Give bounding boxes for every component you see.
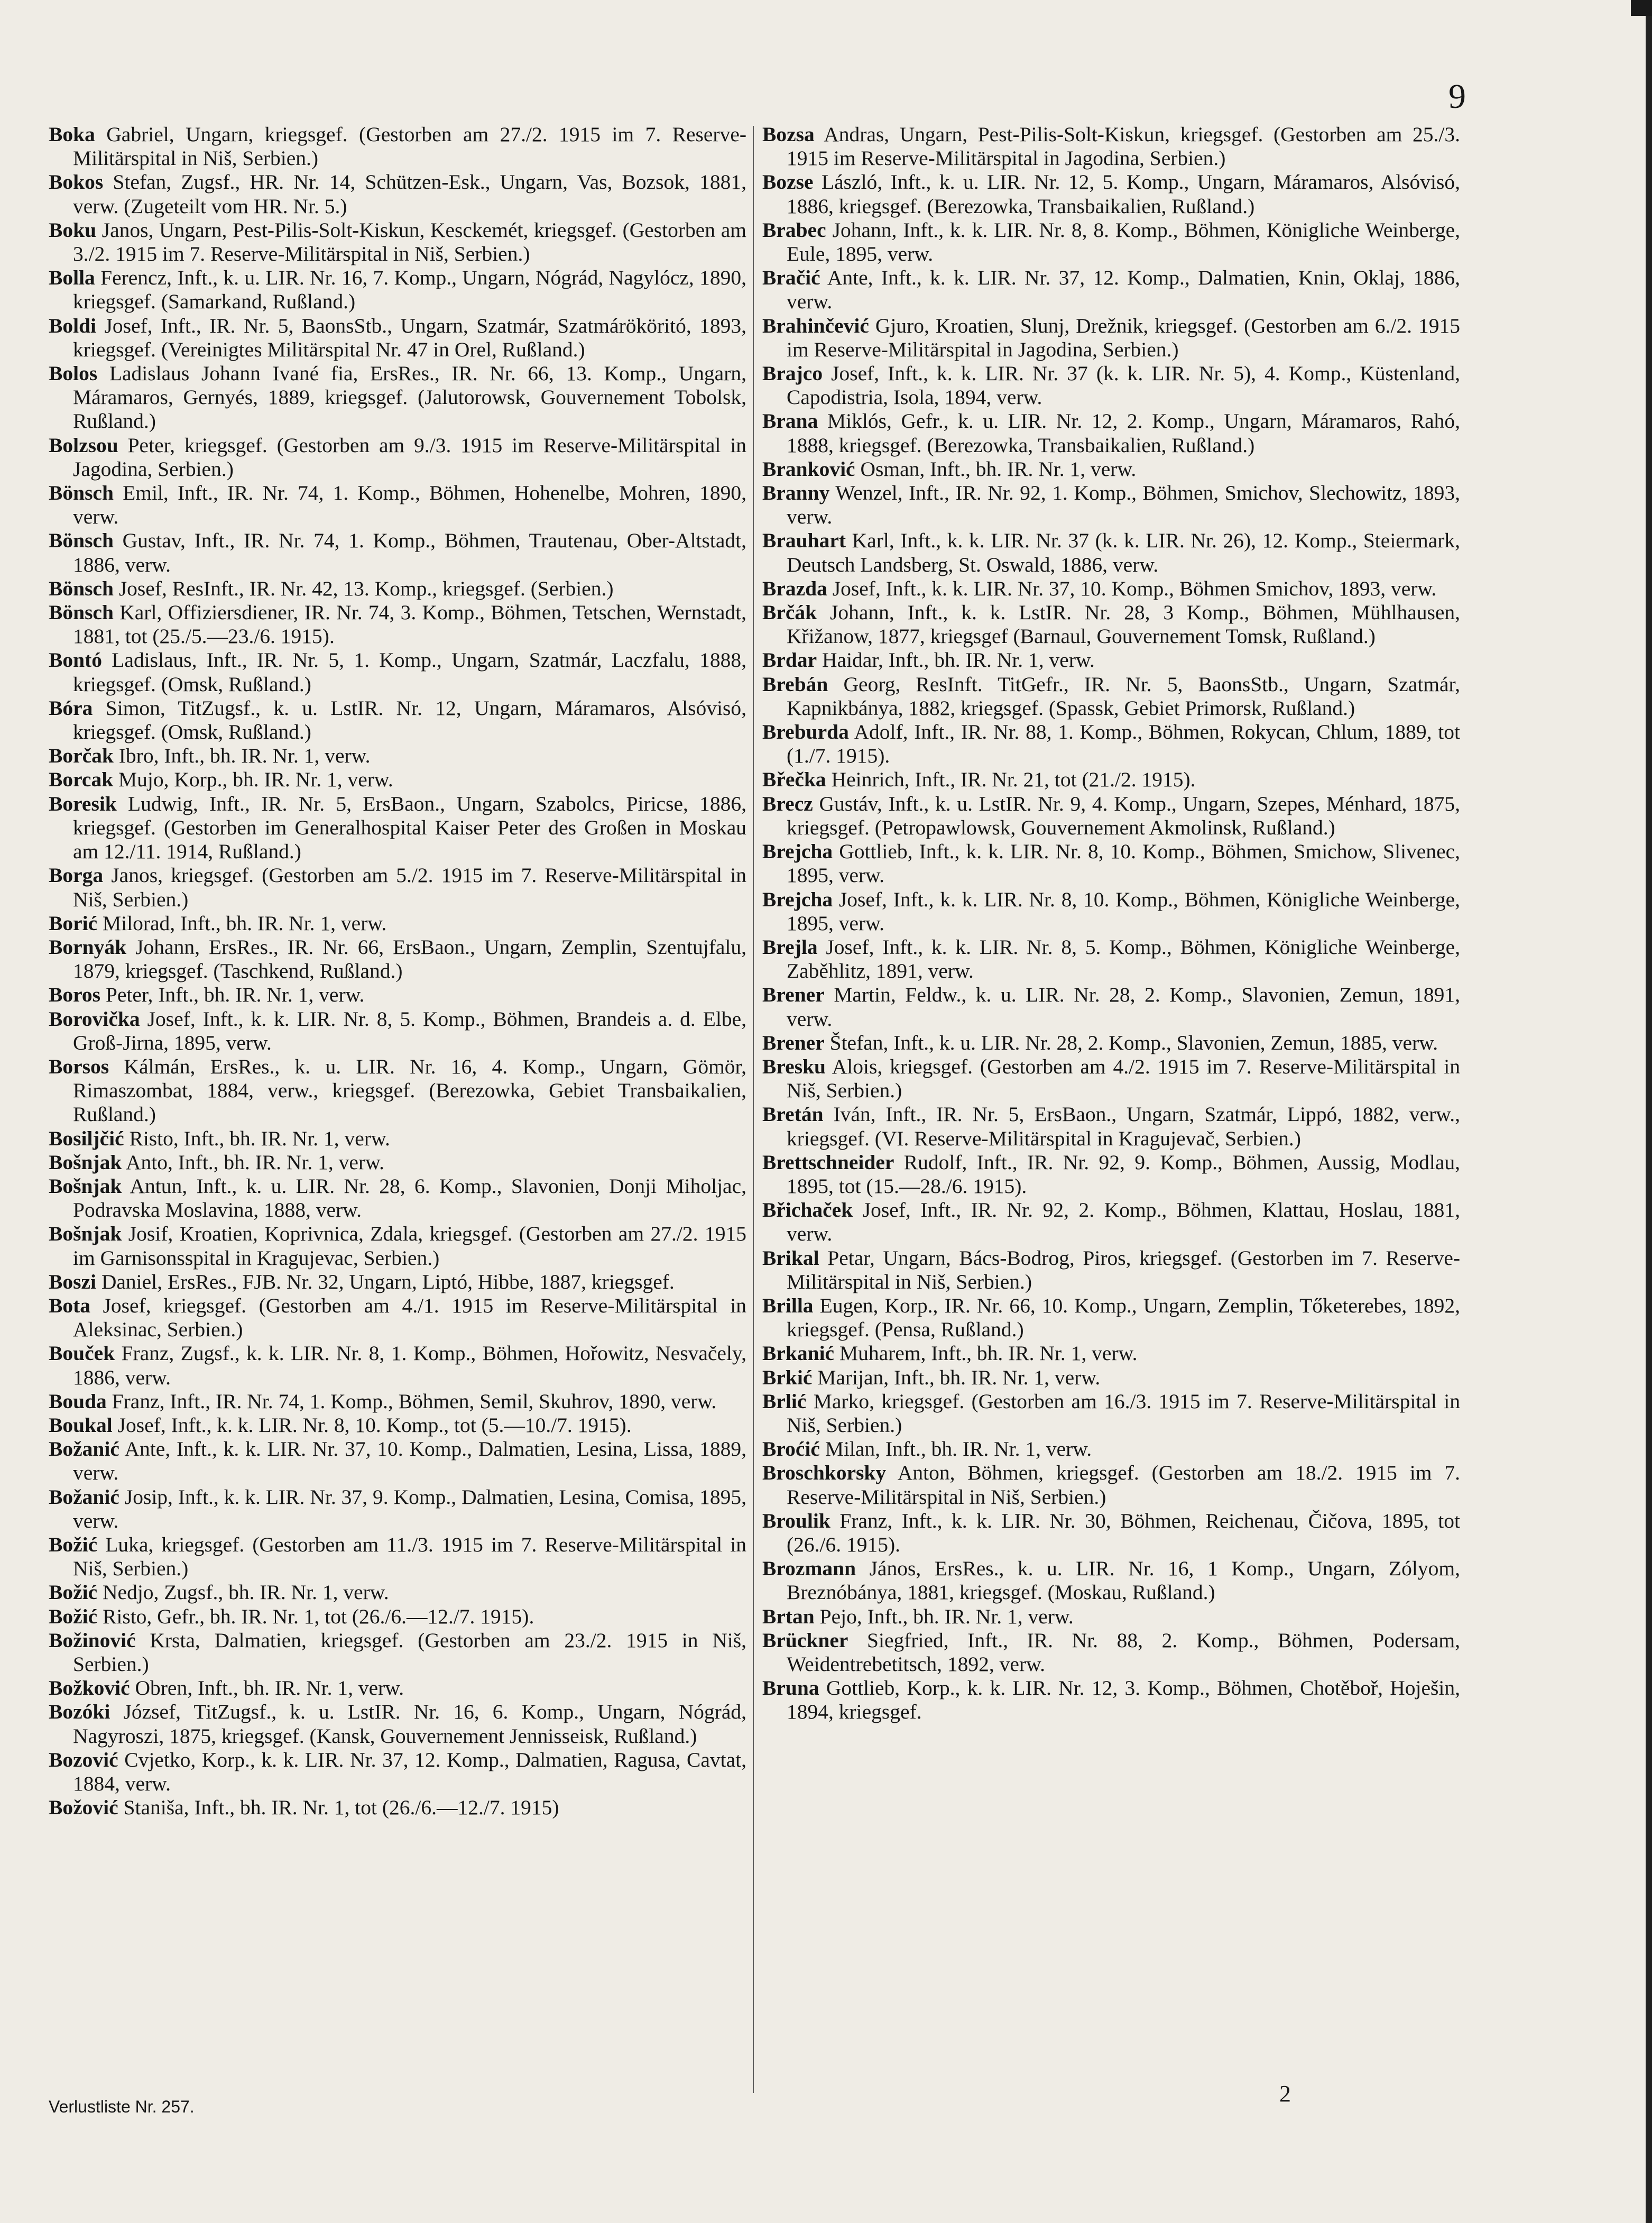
entry-surname: Boszi	[49, 1270, 96, 1293]
casualty-entry	[49, 1413, 746, 1437]
entry-details: Siegfried, Inft., IR. Nr. 88, 2. Komp., Böhmen, Podersam, Weidentrebetitsch, 1892, verw.	[787, 1628, 1460, 1676]
entry-details: Josef, Inft., k. k. LIR. Nr. 8, 5. Komp., Böhmen, Königliche Weinberge, Zaběhlitz, 1891, verw.	[787, 935, 1460, 983]
entry-surname: Bota	[49, 1293, 90, 1317]
casualty-entry	[762, 577, 1460, 601]
casualty-entry	[762, 1031, 1460, 1055]
casualty-entry	[49, 1605, 746, 1629]
casualty-entry	[762, 218, 1460, 266]
entry-details: Josef, kriegsgef. (Gestorben am 4./1. 1915 im Reserve-Militärspital in Aleksinac, Serbien.)	[73, 1293, 746, 1342]
casualty-entry	[762, 601, 1460, 648]
casualty-entry	[49, 123, 746, 170]
entry-surname: Boukal	[49, 1413, 113, 1437]
entry-surname: Bošnjak	[49, 1174, 122, 1198]
entry-details: Karl, Inft., k. k. LIR. Nr. 37 (k. k. LIR. Nr. 26), 12. Komp., Steiermark, Deutsch Landsberg, St. Oswald, 1886, verw.	[787, 529, 1461, 576]
entry-details: Stefan, Zugsf., HR. Nr. 14, Schützen-Esk., Ungarn, Vas, Bozsok, 1881, verw. (Zugeteilt vom HR. Nr. 5.)	[73, 170, 746, 218]
casualty-entry	[49, 1796, 746, 1820]
entry-surname: Břečka	[762, 768, 826, 792]
entry-details: Milan, Inft., bh. IR. Nr. 1, verw.	[825, 1437, 1092, 1461]
entry-details: Marijan, Inft., bh. IR. Nr. 1, verw.	[817, 1365, 1101, 1389]
entry-surname: Borić	[49, 911, 98, 935]
entry-surname: Božić	[49, 1604, 98, 1628]
entry-surname: Brener	[762, 983, 825, 1007]
casualty-entry	[49, 529, 746, 576]
casualty-entry	[762, 170, 1460, 218]
casualty-entry	[49, 912, 746, 935]
casualty-entry	[49, 1485, 746, 1533]
entry-surname: Brebán	[762, 672, 828, 696]
casualty-entry	[762, 768, 1460, 792]
casualty-entry	[49, 983, 746, 1007]
entry-surname: Brikal	[762, 1246, 819, 1270]
entry-surname: Bozse	[762, 170, 814, 194]
casualty-entry	[762, 457, 1460, 481]
casualty-entry	[49, 1127, 746, 1151]
entry-surname: Bresku	[762, 1054, 826, 1078]
entry-details: Peter, Inft., bh. IR. Nr. 1, verw.	[105, 983, 365, 1007]
casualty-entry	[762, 840, 1460, 887]
entry-details: Milorad, Inft., bh. IR. Nr. 1, verw.	[103, 911, 387, 935]
entry-details: Rudolf, Inft., IR. Nr. 92, 9. Komp., Böhmen, Aussig, Modlau, 1895, tot (15.—28./6. 1915).	[787, 1150, 1460, 1198]
casualty-entry	[762, 1294, 1460, 1342]
entry-surname: Borovička	[49, 1007, 140, 1031]
entry-surname: Brčák	[762, 601, 817, 624]
entry-surname: Brejcha	[762, 840, 833, 864]
left-column	[49, 123, 746, 1820]
entry-surname: Boldi	[49, 314, 97, 337]
entry-details: Josef, Inft., k. k. LIR. Nr. 37, 10. Komp., Böhmen Smichov, 1893, verw.	[832, 576, 1437, 600]
right-column	[762, 123, 1460, 1724]
entry-surname: Brilla	[762, 1293, 814, 1317]
entry-surname: Bračić	[762, 266, 820, 290]
scan-edge	[1646, 0, 1652, 2223]
entry-surname: Bouček	[49, 1342, 115, 1365]
casualty-entry	[49, 1676, 746, 1700]
casualty-entry	[762, 648, 1460, 672]
entry-details: Pejo, Inft., bh. IR. Nr. 1, verw.	[819, 1604, 1074, 1628]
casualty-entry	[762, 888, 1460, 935]
casualty-entry	[762, 529, 1460, 576]
casualty-entry	[762, 1103, 1460, 1150]
entry-surname: Božić	[49, 1581, 98, 1604]
casualty-entry	[762, 935, 1460, 983]
column-divider	[753, 126, 754, 2093]
entry-surname: Brajco	[762, 362, 823, 385]
entry-details: Iván, Inft., IR. Nr. 5, ErsBaon., Ungarn, Szatmár, Lippó, 1882, verw., kriegsgef. (VI. Reserve-Militärspital in Kragujevač, Serbien.)	[787, 1103, 1460, 1150]
casualty-entry	[762, 1151, 1460, 1198]
entry-details: László, Inft., k. u. LIR. Nr. 12, 5. Komp., Ungarn, Máramaros, Alsóvisó, 1886, kriegsgef. (Berezowka, Transbaikalien, Rußland.)	[787, 170, 1460, 218]
entry-surname: Brdar	[762, 648, 817, 672]
entry-surname: Broschkorsky	[762, 1461, 887, 1485]
entry-details: Josef, Inft., IR. Nr. 5, BaonsStb., Ungarn, Szatmár, Szatmárököritó, 1893, kriegsgef. (Vereinigtes Militärspital Nr. 47 in Orel, Rußland.)	[73, 314, 746, 361]
entry-surname: Božović	[49, 1796, 118, 1820]
entry-details: Johann, Inft., k. k. LstIR. Nr. 28, 3 Komp., Böhmen, Mühlhausen, Křižanow, 1877, kriegsgef (Barnaul, Gouvernement Tomsk, Rußland.)	[787, 601, 1461, 648]
entry-details: Luka, kriegsgef. (Gestorben am 11./3. 1915 im 7. Reserve-Militärspital in Niš, Serbien.)	[73, 1532, 747, 1581]
entry-surname: Bolos	[49, 362, 98, 385]
casualty-entry	[49, 1055, 746, 1127]
entry-surname: Brkanić	[762, 1342, 835, 1365]
casualty-entry	[49, 744, 746, 768]
entry-surname: Brtan	[762, 1604, 815, 1628]
casualty-entry	[762, 362, 1460, 409]
casualty-entry	[762, 409, 1460, 457]
casualty-entry	[49, 1437, 746, 1485]
entry-details: Nedjo, Zugsf., bh. IR. Nr. 1, verw.	[103, 1581, 389, 1604]
casualty-entry	[762, 1605, 1460, 1629]
entry-surname: Bornyák	[49, 935, 127, 959]
entry-surname: Bolzsou	[49, 433, 118, 457]
casualty-entry	[49, 1222, 746, 1270]
casualty-entry	[762, 1246, 1460, 1294]
entry-details: Antun, Inft., k. u. LIR. Nr. 28, 6. Komp., Slavonien, Donji Miholjac, Podravska Moslavina, 1888, verw.	[73, 1174, 746, 1222]
entry-details: József, TitZugsf., k. u. LstIR. Nr. 16, 6. Komp., Ungarn, Nógrád, Nagyroszi, 1875, kriegsgef. (Kansk, Gouvernement Jennisseisk, Rußland.)	[73, 1700, 746, 1748]
entry-surname: Bretán	[762, 1103, 824, 1126]
entry-surname: Brettschneider	[762, 1150, 894, 1174]
entry-surname: Brlić	[762, 1389, 807, 1413]
entry-surname: Brozmann	[762, 1557, 856, 1581]
casualty-entry	[49, 768, 746, 792]
entry-details: Johann, Inft., k. k. LIR. Nr. 8, 8. Komp., Böhmen, Königliche Weinberge, Eule, 1895, verw.	[787, 218, 1460, 266]
casualty-entry	[762, 1557, 1460, 1604]
entry-surname: Bosiljčić	[49, 1126, 124, 1150]
entry-surname: Brabec	[762, 218, 826, 242]
entry-surname: Bönsch	[49, 576, 114, 600]
entry-surname: Božanić	[49, 1437, 119, 1461]
casualty-entry	[762, 792, 1460, 840]
entry-details: Josef, Inft., k. k. LIR. Nr. 37 (k. k. LIR. Nr. 5), 4. Komp., Küstenland, Capodistria, Isola, 1894, verw.	[787, 362, 1461, 409]
casualty-entry	[762, 1198, 1460, 1246]
casualty-entry	[49, 1007, 746, 1055]
casualty-entry	[49, 170, 746, 218]
casualty-entry	[762, 1437, 1460, 1461]
entry-surname: Bokos	[49, 170, 104, 194]
entry-details: Haidar, Inft., bh. IR. Nr. 1, verw.	[822, 648, 1095, 672]
entry-details: Ante, Inft., k. k. LIR. Nr. 37, 10. Komp., Dalmatien, Lesina, Lissa, 1889, verw.	[73, 1437, 746, 1485]
entry-details: Cvjetko, Korp., k. k. LIR. Nr. 37, 12. Komp., Dalmatien, Ragusa, Cavtat, 1884, verw.	[73, 1748, 747, 1796]
entry-surname: Brejcha	[762, 887, 833, 911]
entry-details: Andras, Ungarn, Pest-Pilis-Solt-Kiskun, kriegsgef. (Gestorben am 25./3. 1915 im Reserve-Militärspital in Jagodina, Serbien.)	[787, 123, 1460, 170]
entry-surname: Brazda	[762, 576, 827, 600]
entry-details: Ibro, Inft., bh. IR. Nr. 1, verw.	[118, 744, 371, 768]
casualty-entry	[49, 601, 746, 648]
entry-details: Osman, Inft., bh. IR. Nr. 1, verw.	[860, 457, 1137, 481]
entry-surname: Brejla	[762, 935, 818, 959]
casualty-entry	[49, 648, 746, 696]
entry-surname: Brahinčević	[762, 314, 869, 337]
entry-surname: Broćić	[762, 1437, 820, 1461]
casualty-entry	[762, 1509, 1460, 1557]
entry-surname: Břichaček	[762, 1198, 853, 1222]
entry-surname: Borcak	[49, 768, 114, 792]
entry-details: Franz, Zugsf., k. k. LIR. Nr. 8, 1. Komp., Böhmen, Hořowitz, Nesvačely, 1886, verw.	[73, 1342, 746, 1389]
entry-details: Štefan, Inft., k. u. LIR. Nr. 28, 2. Komp., Slavonien, Zemun, 1885, verw.	[829, 1031, 1438, 1054]
entry-details: Gjuro, Kroatien, Slunj, Drežnik, kriegsgef. (Gestorben am 6./2. 1915 im Reserve-Militärspital in Jagodina, Serbien.)	[787, 314, 1460, 361]
casualty-entry	[49, 1629, 746, 1676]
entry-details: Risto, Gefr., bh. IR. Nr. 1, tot (26./6.—12./7. 1915).	[103, 1604, 534, 1628]
entry-details: Muharem, Inft., bh. IR. Nr. 1, verw.	[839, 1342, 1138, 1365]
entry-details: Josip, Inft., k. k. LIR. Nr. 37, 9. Komp., Dalmatien, Lesina, Comisa, 1895, verw.	[73, 1485, 747, 1532]
casualty-entry	[762, 1366, 1460, 1390]
entry-details: Peter, kriegsgef. (Gestorben am 9./3. 1915 im Reserve-Militärspital in Jagodina, Serbien.)	[73, 433, 746, 481]
entry-surname: Borga	[49, 864, 104, 887]
entry-details: Alois, kriegsgef. (Gestorben am 4./2. 1915 im 7. Reserve-Militärspital in Niš, Serbien.)	[787, 1054, 1460, 1103]
entry-surname: Branković	[762, 457, 855, 481]
entry-details: Petar, Ungarn, Bács-Bodrog, Piros, kriegsgef. (Gestorben im 7. Reserve-Militärspital in Niš, Serbien.)	[787, 1246, 1461, 1293]
entry-surname: Brkić	[762, 1365, 813, 1389]
entry-details: Georg, ResInft. TitGefr., IR. Nr. 5, BaonsStb., Ungarn, Szatmár, Kapnikbánya, 1882, kriegsgef. (Spassk, Gebiet Primorsk, Rußland.)	[787, 672, 1461, 720]
entry-details: Mujo, Korp., bh. IR. Nr. 1, verw.	[118, 768, 393, 792]
casualty-entry	[49, 1390, 746, 1413]
entry-details: Josef, ResInft., IR. Nr. 42, 13. Komp., kriegsgef. (Serbien.)	[118, 576, 614, 600]
entry-details: Ladislaus, Inft., IR. Nr. 5, 1. Komp., Ungarn, Szatmár, Laczfalu, 1888, kriegsgef. (Omsk, Rußland.)	[73, 648, 746, 696]
entry-details: Gustáv, Inft., k. u. LstIR. Nr. 9, 4. Komp., Ungarn, Szepes, Ménhard, 1875, kriegsgef. (Petropawlowsk, Gouvernement Akmolinsk, Rußland.)	[787, 792, 1461, 839]
signature-mark: 2	[1279, 2081, 1291, 2107]
entry-details: Ladislaus Johann Ivané fia, ErsRes., IR. Nr. 66, 13. Komp., Ungarn, Máramaros, Gernyés, 1889, kriegsgef. (Jalutorowsk, Gouvernement Tobolsk, Rußland.)	[73, 362, 746, 433]
entry-details: Franz, Inft., k. k. LIR. Nr. 30, Böhmen, Reichenau, Čičova, 1895, tot (26./6. 1915).	[787, 1509, 1461, 1556]
entry-surname: Bošnjak	[49, 1222, 122, 1246]
entry-surname: Borsos	[49, 1054, 109, 1078]
casualty-entry	[49, 1294, 746, 1342]
entry-details: Gottlieb, Inft., k. k. LIR. Nr. 8, 10. Komp., Böhmen, Smichow, Slivenec, 1895, verw.	[787, 840, 1461, 887]
casualty-entry	[762, 1390, 1460, 1437]
casualty-entry	[49, 1342, 746, 1389]
entry-surname: Bozóki	[49, 1700, 110, 1724]
casualty-entry	[49, 1581, 746, 1604]
entry-details: Eugen, Korp., IR. Nr. 66, 10. Komp., Ungarn, Zemplin, Tőketerebes, 1892, kriegsgef. (Pensa, Rußland.)	[787, 1293, 1460, 1342]
casualty-entry	[762, 266, 1460, 314]
casualty-entry	[49, 314, 746, 362]
entry-details: Kálmán, ErsRes., k. u. LIR. Nr. 16, 4. Komp., Ungarn, Gömör, Rimaszombat, 1884, verw., kriegsgef. (Berezowka, Gebiet Transbaikalien, Rußland.)	[73, 1054, 747, 1126]
entry-surname: Bozović	[49, 1748, 118, 1771]
entry-details: Josef, Inft., k. k. LIR. Nr. 8, 5. Komp., Böhmen, Brandeis a. d. Elbe, Groß-Jirna, 1895, verw.	[73, 1007, 746, 1054]
entry-surname: Bolla	[49, 266, 95, 290]
casualty-entry	[49, 1700, 746, 1748]
casualty-entry	[49, 792, 746, 864]
entry-surname: Bönsch	[49, 529, 114, 553]
entry-surname: Bóra	[49, 696, 93, 720]
entry-details: Ferencz, Inft., k. u. LIR. Nr. 16, 7. Komp., Ungarn, Nógrád, Nagylócz, 1890, kriegsgef. (Samarkand, Rußland.)	[73, 266, 747, 314]
casualty-entry	[762, 983, 1460, 1031]
casualty-entry	[49, 434, 746, 481]
entry-details: Ante, Inft., k. k. LIR. Nr. 37, 12. Komp., Dalmatien, Knin, Oklaj, 1886, verw.	[787, 266, 1460, 314]
entry-details: Karl, Offiziersdiener, IR. Nr. 74, 3. Komp., Böhmen, Tetschen, Wernstadt, 1881, tot (25./5.—23./6. 1915).	[73, 601, 746, 648]
casualty-entry	[49, 1174, 746, 1222]
entry-details: Josif, Kroatien, Koprivnica, Zdala, kriegsgef. (Gestorben am 27./2. 1915 im Garnisonsspital in Kragujevac, Serbien.)	[73, 1222, 746, 1270]
entry-surname: Bouda	[49, 1389, 107, 1413]
entry-surname: Brückner	[762, 1628, 848, 1652]
entry-details: Krsta, Dalmatien, kriegsgef. (Gestorben am 23./2. 1915 in Niš, Serbien.)	[73, 1628, 746, 1676]
entry-surname: Božanić	[49, 1485, 119, 1509]
entry-surname: Borčak	[49, 744, 114, 768]
entry-surname: Brener	[762, 1031, 825, 1054]
casualty-entry	[49, 1270, 746, 1294]
entry-details: Simon, TitZugsf., k. u. LstIR. Nr. 12, Ungarn, Máramaros, Alsóvisó, kriegsgef. (Omsk, Rußland.)	[73, 696, 746, 744]
entry-details: Janos, kriegsgef. (Gestorben am 5./2. 1915 im 7. Reserve-Militärspital in Niš, Serbien.)	[73, 864, 747, 911]
entry-surname: Brauhart	[762, 529, 846, 553]
casualty-entry	[762, 1461, 1460, 1509]
casualty-entry	[762, 1676, 1460, 1724]
entry-details: Emil, Inft., IR. Nr. 74, 1. Komp., Böhmen, Hohenelbe, Mohren, 1890, verw.	[73, 481, 746, 529]
casualty-entry	[49, 935, 746, 983]
entry-details: Daniel, ErsRes., FJB. Nr. 32, Ungarn, Liptó, Hibbe, 1887, kriegsgef.	[101, 1270, 675, 1293]
entry-surname: Božinović	[49, 1628, 136, 1652]
casualty-entry	[49, 1748, 746, 1796]
entry-details: Josef, Inft., k. k. LIR. Nr. 8, 10. Komp., Böhmen, Königliche Weinberge, 1895, verw.	[787, 887, 1461, 935]
entry-surname: Brana	[762, 409, 818, 433]
entry-details: Gustav, Inft., IR. Nr. 74, 1. Komp., Böhmen, Trautenau, Ober-Altstadt, 1886, verw.	[73, 529, 747, 576]
casualty-entry	[762, 1342, 1460, 1365]
entry-surname: Brecz	[762, 792, 813, 815]
casualty-entry	[49, 864, 746, 911]
entry-surname: Bönsch	[49, 481, 114, 505]
entry-details: Josef, Inft., IR. Nr. 92, 2. Komp., Böhmen, Klattau, Hoslau, 1881, verw.	[787, 1198, 1461, 1246]
entry-surname: Bošnjak	[49, 1150, 122, 1174]
casualty-entry	[49, 362, 746, 434]
entry-details: Heinrich, Inft., IR. Nr. 21, tot (21./2. 1915).	[831, 768, 1196, 792]
entry-details: Ludwig, Inft., IR. Nr. 5, ErsBaon., Ungarn, Szabolcs, Piricse, 1886, kriegsgef. (Gestorben im Generalhospital Kaiser Peter des Großen in Moskau am 12./11. 1914, Rußland.)	[73, 792, 746, 864]
entry-surname: Boku	[49, 218, 97, 242]
casualty-entry	[762, 314, 1460, 362]
entry-details: Franz, Inft., IR. Nr. 74, 1. Komp., Böhmen, Semil, Skuhrov, 1890, verw.	[112, 1389, 717, 1413]
casualty-entry	[49, 577, 746, 601]
casualty-entry	[49, 218, 746, 266]
entry-surname: Boresik	[49, 792, 117, 815]
casualty-entry	[762, 673, 1460, 720]
entry-details: Janos, Ungarn, Pest-Pilis-Solt-Kiskun, Kesckemét, kriegsgef. (Gestorben am 3./2. 1915 im 7. Reserve-Militärspital in Niš, Serbien.)	[73, 218, 746, 266]
entry-details: Miklós, Gefr., k. u. LIR. Nr. 12, 2. Komp., Ungarn, Máramaros, Rahó, 1888, kriegsgef. (Berezowka, Transbaikalien, Rußland.)	[787, 409, 1461, 457]
entry-details: Marko, kriegsgef. (Gestorben am 16./3. 1915 im 7. Reserve-Militärspital in Niš, Serbien.)	[787, 1389, 1461, 1437]
entry-details: Johann, ErsRes., IR. Nr. 66, ErsBaon., Ungarn, Zemplin, Szentujfalu, 1879, kriegsgef. (Taschkend, Rußland.)	[73, 935, 747, 983]
entry-details: Gabriel, Ungarn, kriegsgef. (Gestorben am 27./2. 1915 im 7. Reserve-Militärspital in Niš, Serbien.)	[73, 123, 747, 170]
casualty-entry	[762, 1629, 1460, 1676]
entry-details: Anto, Inft., bh. IR. Nr. 1, verw.	[126, 1150, 384, 1174]
entry-details: Wenzel, Inft., IR. Nr. 92, 1. Komp., Böhmen, Smichov, Slechowitz, 1893, verw.	[787, 481, 1460, 529]
entry-surname: Bontó	[49, 648, 102, 672]
casualty-entry	[49, 481, 746, 529]
entry-surname: Bruna	[762, 1676, 819, 1700]
entry-details: Anton, Böhmen, kriegsgef. (Gestorben am 18./2. 1915 im 7. Reserve-Militärspital in Niš, Serbien.)	[787, 1461, 1460, 1509]
casualty-entry	[762, 1055, 1460, 1103]
casualty-entry	[49, 266, 746, 314]
entry-details: Martin, Feldw., k. u. LIR. Nr. 28, 2. Komp., Slavonien, Zemun, 1891, verw.	[787, 983, 1461, 1031]
entry-surname: Bönsch	[49, 601, 114, 624]
entry-surname: Broulik	[762, 1509, 830, 1532]
entry-details: Risto, Inft., bh. IR. Nr. 1, verw.	[129, 1126, 390, 1150]
list-number-footer: Verlustliste Nr. 257.	[49, 2097, 195, 2116]
entry-details: János, ErsRes., k. u. LIR. Nr. 16, 1 Komp., Ungarn, Zólyom, Breznóbánya, 1881, kriegsgef. (Moskau, Rußland.)	[787, 1557, 1460, 1604]
scan-corner	[1631, 0, 1652, 16]
casualty-entry	[762, 481, 1460, 529]
entry-surname: Božković	[49, 1676, 130, 1700]
entry-surname: Boros	[49, 983, 101, 1007]
entry-details: Adolf, Inft., IR. Nr. 88, 1. Komp., Böhmen, Rokycan, Chlum, 1889, tot (1./7. 1915).	[787, 720, 1460, 768]
page-number: 9	[1448, 77, 1466, 116]
casualty-entry	[49, 1533, 746, 1581]
entry-surname: Breburda	[762, 720, 849, 744]
casualty-entry	[762, 720, 1460, 768]
casualty-entry	[49, 1151, 746, 1174]
entry-surname: Bozsa	[762, 123, 815, 146]
entry-surname: Branny	[762, 481, 830, 505]
entry-details: Gottlieb, Korp., k. k. LIR. Nr. 12, 3. Komp., Böhmen, Chotěboř, Hoješin, 1894, kriegsgef.	[787, 1676, 1461, 1724]
casualty-entry	[49, 696, 746, 744]
entry-details: Josef, Inft., k. k. LIR. Nr. 8, 10. Komp., tot (5.—10./7. 1915).	[117, 1413, 632, 1437]
casualty-entry	[762, 123, 1460, 170]
entry-details: Staniša, Inft., bh. IR. Nr. 1, tot (26./6.—12./7. 1915)	[123, 1796, 559, 1820]
entry-surname: Boka	[49, 123, 95, 146]
entry-details: Obren, Inft., bh. IR. Nr. 1, verw.	[135, 1676, 404, 1700]
entry-surname: Božić	[49, 1532, 98, 1556]
